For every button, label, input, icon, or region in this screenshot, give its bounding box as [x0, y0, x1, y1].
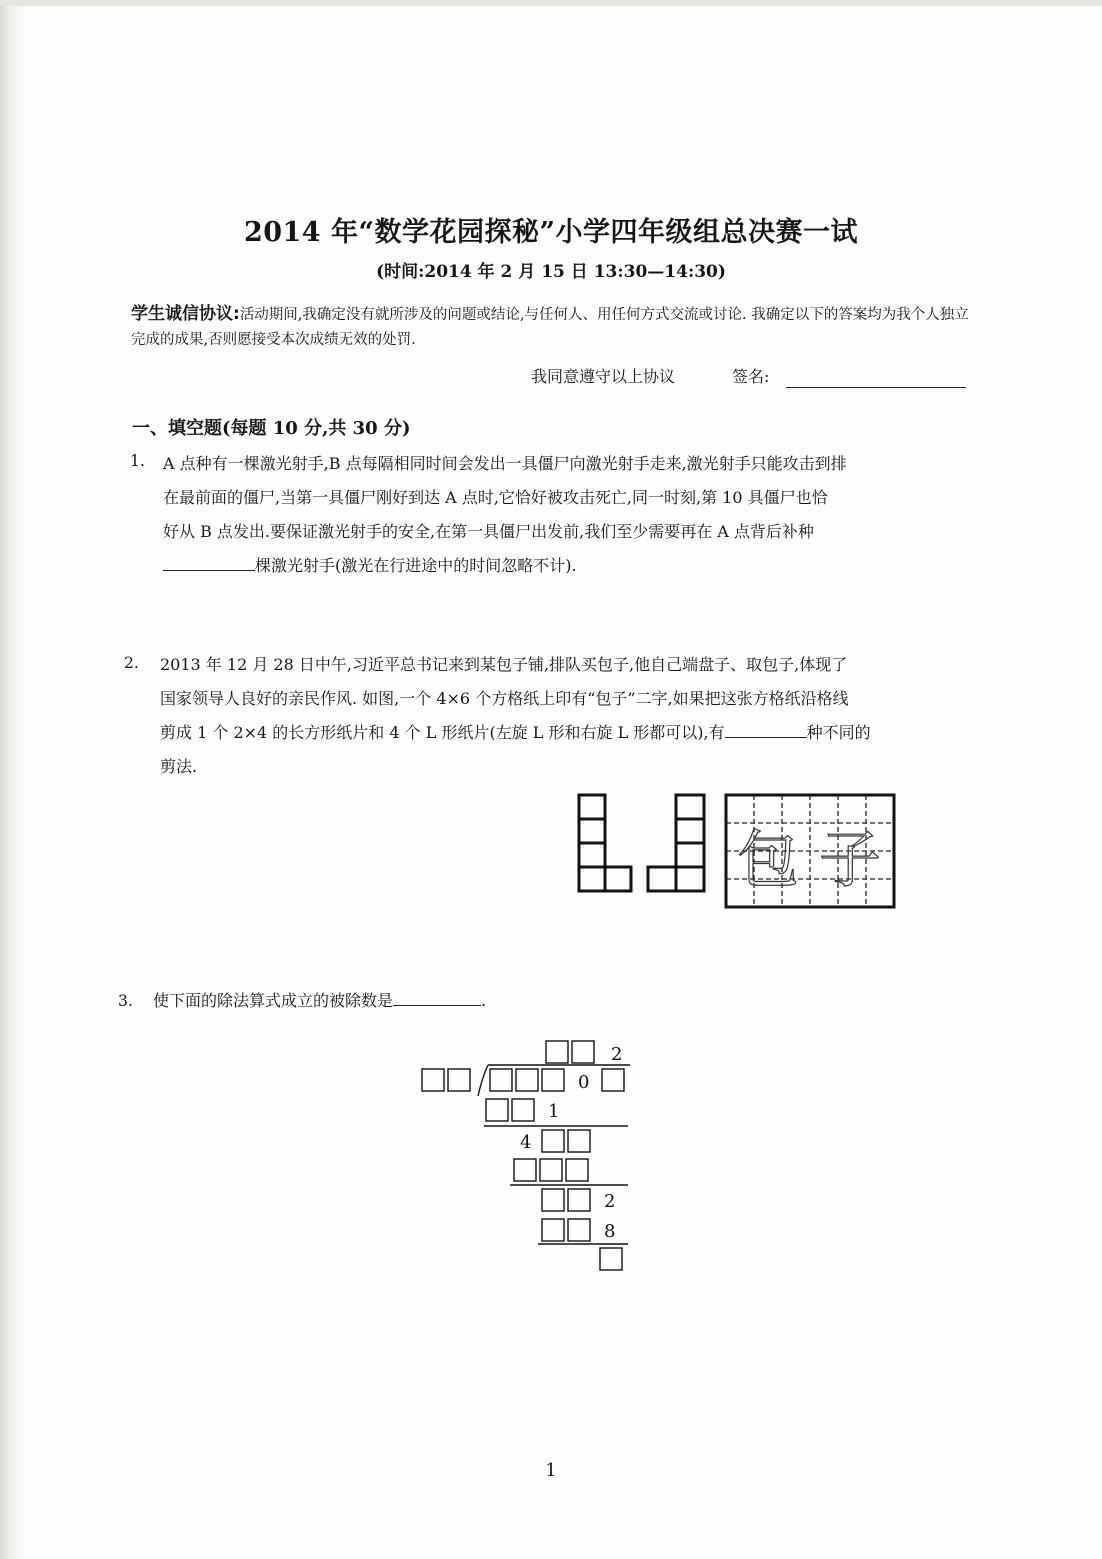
- question-3-text: [153, 988, 486, 1011]
- dividend-box: [516, 1069, 538, 1091]
- quotient-box: [546, 1041, 568, 1063]
- question-2-line: 2013 年 12 月 28 日中午,习近平总书记来到某包子铺,排队买包子,他自己端盘子、取包子,体现了: [160, 655, 848, 674]
- question-1-text: [163, 447, 983, 583]
- honesty-agreement: [131, 302, 976, 353]
- question-2-line: 剪成 1 个 2×4 的长方形纸片和 4 个 L 形纸片(左旋 L 形和右旋 L 形都可以),有: [160, 723, 725, 742]
- question-2-line: 国家领导人良好的亲民作风. 如图,一个 4×6 个方格纸上印有“包子”二字,如果把这张方格纸沿格线: [160, 689, 849, 708]
- divisor-box: [448, 1069, 470, 1091]
- dividend-digit: 0: [578, 1072, 590, 1093]
- step-box: [566, 1159, 588, 1181]
- step-box: [486, 1099, 508, 1121]
- question-1-line: 在最前面的僵尸,当第一具僵尸刚好到达 A 点时,它恰好被攻击死亡,同一时刻,第 10 具僵尸也恰: [163, 488, 828, 507]
- signature-line[interactable]: [786, 387, 966, 388]
- quotient-box: [572, 1041, 594, 1063]
- step-box: [568, 1189, 590, 1211]
- scan-top-edge: [0, 0, 1102, 6]
- question-2-figure: [570, 785, 910, 915]
- question-2-text: [160, 648, 980, 784]
- step-box: [542, 1189, 564, 1211]
- step-digit: 1: [548, 1101, 560, 1122]
- step-box: [542, 1219, 564, 1241]
- l-piece-right: [648, 795, 704, 891]
- question-1-line: 好从 B 点发出.要保证激光射手的安全,在第一具僵尸出发前,我们至少需要再在 A 点背后补种: [163, 522, 814, 541]
- question-3-number: 3.: [118, 992, 133, 1010]
- section-title: 一、填空题(每题 10 分,共 30 分): [132, 418, 411, 439]
- step-box: [542, 1130, 564, 1152]
- remainder-box: [600, 1248, 622, 1270]
- question-3-period: .: [481, 991, 487, 1010]
- step-box: [568, 1130, 590, 1152]
- dividend-box: [542, 1069, 564, 1091]
- question-2-line: 剪法.: [160, 757, 198, 776]
- grid-char-zi: 子: [818, 823, 882, 896]
- question-1-line-end: 棵激光射手(激光在行进途中的时间忽略不计).: [255, 556, 577, 575]
- question-2-answer-blank[interactable]: [725, 736, 807, 738]
- grid-paper-4x6: [726, 795, 894, 907]
- question-3-answer-blank[interactable]: [393, 1004, 481, 1006]
- l-piece-left: [579, 795, 631, 891]
- step-box: [568, 1219, 590, 1241]
- signature-label: 签名:: [732, 367, 770, 386]
- step-digit: 8: [604, 1221, 616, 1242]
- question-2-number: 2.: [124, 654, 139, 672]
- dividend-box: [490, 1069, 512, 1091]
- quotient-digit: 2: [611, 1044, 623, 1065]
- exam-title: 2014 年“数学花园探秘”小学四年级组总决赛一试: [243, 217, 859, 248]
- long-division-puzzle: [410, 1030, 650, 1290]
- dividend-box: [602, 1069, 624, 1091]
- honesty-text: 活动期间,我确定没有就所涉及的问题或结论,与任何人、用任何方式交流或讨论. 我确定以下的答案均为我个人独立完成的成果,否则愿接受本次成绩无效的处罚.: [131, 307, 969, 348]
- step-digit: 4: [520, 1132, 532, 1153]
- question-2-line-end: 种不同的: [806, 723, 871, 742]
- question-1-line: A 点种有一棵激光射手,B 点每隔相同时间会发出一具僵尸向激光射手走来,激光射手只能攻击到排: [163, 454, 847, 473]
- question-1-answer-blank[interactable]: [163, 569, 255, 571]
- divisor-box: [422, 1069, 444, 1091]
- honesty-label: 学生诚信协议:: [131, 304, 240, 324]
- page-number: 1: [545, 1460, 557, 1481]
- step-box: [540, 1159, 562, 1181]
- question-1-number: 1.: [130, 452, 145, 470]
- step-box: [512, 1099, 534, 1121]
- question-3-prompt: 使下面的除法算式成立的被除数是: [153, 991, 394, 1010]
- step-box: [514, 1159, 536, 1181]
- step-digit: 2: [604, 1191, 616, 1212]
- grid-char-bao: 包: [736, 823, 800, 896]
- exam-time: (时间:2014 年 2 月 15 日 13:30—14:30): [376, 262, 726, 282]
- agree-statement: 我同意遵守以上协议: [531, 367, 676, 386]
